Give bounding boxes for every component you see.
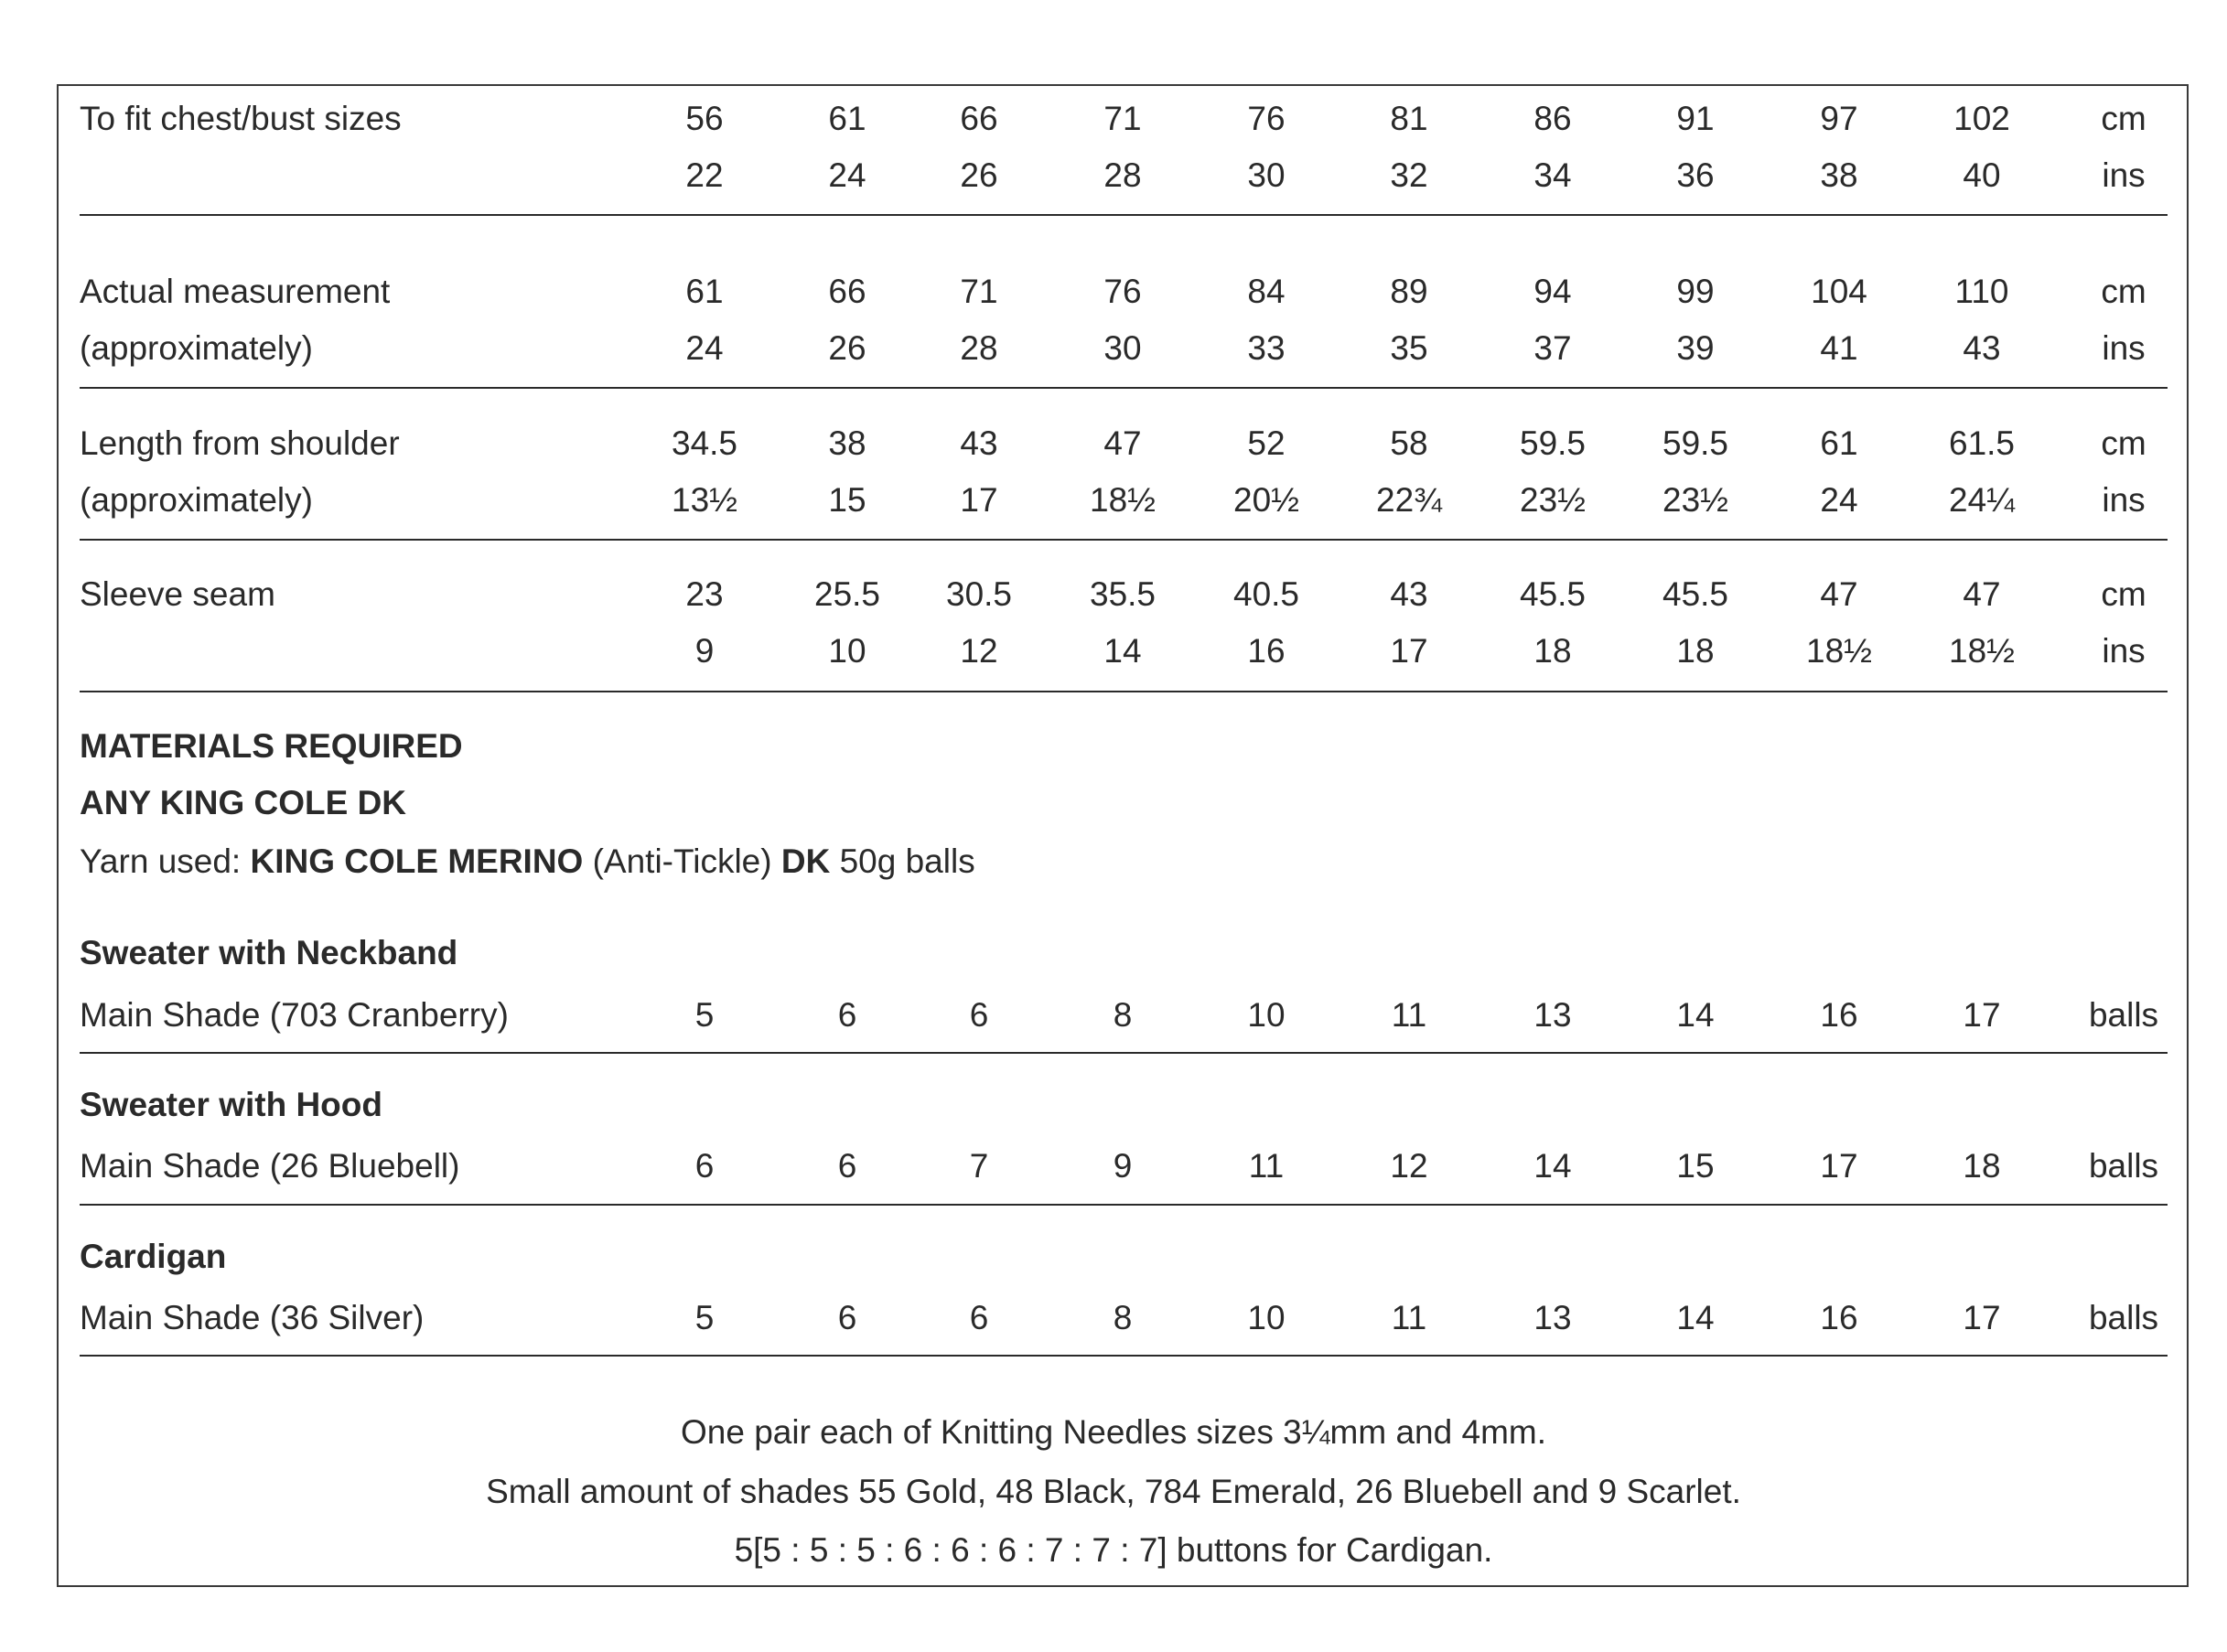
- ins-value: 24: [828, 156, 866, 194]
- ins-value: 43: [1963, 329, 2001, 367]
- cm-value: 40.5: [1232, 575, 1300, 613]
- row-label: Actual measurement: [80, 273, 391, 310]
- unit-cm: cm: [2101, 273, 2146, 310]
- cm-value: 45.5: [1519, 575, 1587, 613]
- balls-value: 17: [1963, 1299, 2001, 1336]
- garment-shade: Main Shade (703 Cranberry): [80, 996, 509, 1034]
- balls-value: 7: [969, 1147, 989, 1185]
- ins-value: 28: [960, 329, 998, 367]
- cm-value: 86: [1533, 100, 1572, 137]
- ins-value: 30: [1103, 329, 1142, 367]
- garment-title: Sweater with Hood: [80, 1086, 382, 1123]
- row-label-sub: (approximately): [80, 481, 313, 519]
- ins-value: 13½: [671, 481, 738, 519]
- cm-value: 56: [685, 100, 724, 137]
- ins-value: 26: [960, 156, 998, 194]
- cm-value: 71: [960, 273, 998, 310]
- cm-value: 43: [1390, 575, 1428, 613]
- balls-value: 14: [1676, 1299, 1715, 1336]
- row-divider: [80, 691, 2168, 692]
- cm-value: 45.5: [1662, 575, 1729, 613]
- cm-value: 104: [1811, 273, 1867, 310]
- cm-value: 38: [828, 424, 866, 462]
- buttons-note: 5[5 : 5 : 5 : 6 : 6 : 6 : 7 : 7 : 7] buttons for Cardigan.: [734, 1531, 1493, 1569]
- materials-subheading: ANY KING COLE DK: [80, 784, 407, 821]
- cm-value: 99: [1676, 273, 1715, 310]
- balls-value: 13: [1533, 1299, 1572, 1336]
- balls-value: 17: [1963, 996, 2001, 1034]
- cm-value: 25.5: [813, 575, 881, 613]
- ins-value: 18½: [1089, 481, 1157, 519]
- ins-value: 24: [685, 329, 724, 367]
- ins-value: 30: [1247, 156, 1286, 194]
- balls-value: 13: [1533, 996, 1572, 1034]
- cm-value: 61: [685, 273, 724, 310]
- ins-value: 18½: [1948, 632, 2016, 670]
- ins-value: 33: [1247, 329, 1286, 367]
- yarn-brand: KING COLE MERINO: [250, 842, 584, 880]
- garment-title: Cardigan: [80, 1238, 227, 1275]
- ins-value: 23½: [1519, 481, 1587, 519]
- ins-value: 34: [1533, 156, 1572, 194]
- row-divider: [80, 214, 2168, 216]
- ins-value: 37: [1533, 329, 1572, 367]
- ins-value: 41: [1820, 329, 1858, 367]
- row-label: Length from shoulder: [80, 424, 400, 462]
- cm-value: 35.5: [1089, 575, 1157, 613]
- balls-value: 17: [1820, 1147, 1858, 1185]
- garment-shade: Main Shade (26 Bluebell): [80, 1147, 460, 1185]
- row-divider: [80, 387, 2168, 389]
- cm-value: 30.5: [945, 575, 1013, 613]
- cm-value: 58: [1390, 424, 1428, 462]
- ins-value: 9: [694, 632, 715, 670]
- cm-value: 61: [828, 100, 866, 137]
- ins-value: 15: [828, 481, 866, 519]
- balls-value: 5: [694, 996, 715, 1034]
- balls-value: 12: [1390, 1147, 1428, 1185]
- cm-value: 94: [1533, 273, 1572, 310]
- balls-value: 14: [1533, 1147, 1572, 1185]
- cm-value: 52: [1247, 424, 1286, 462]
- balls-value: 6: [969, 1299, 989, 1336]
- cm-value: 47: [1820, 575, 1858, 613]
- unit-ins: ins: [2102, 481, 2146, 519]
- cm-value: 23: [685, 575, 724, 613]
- cm-value: 89: [1390, 273, 1428, 310]
- unit-ins: ins: [2102, 156, 2146, 194]
- balls-value: 5: [694, 1299, 715, 1336]
- unit-ins: ins: [2102, 632, 2146, 670]
- ins-value: 24: [1820, 481, 1858, 519]
- row-label: To fit chest/bust sizes: [80, 100, 402, 137]
- balls-value: 11: [1391, 1299, 1427, 1336]
- balls-value: 6: [837, 1147, 857, 1185]
- garment-shade: Main Shade (36 Silver): [80, 1299, 425, 1336]
- ins-value: 28: [1103, 156, 1142, 194]
- balls-value: 15: [1676, 1147, 1715, 1185]
- yarn-prefix: Yarn used:: [80, 842, 251, 880]
- shades-note: Small amount of shades 55 Gold, 48 Black, 784 Emerald, 26 Bluebell and 9 Scarlet.: [486, 1473, 1741, 1510]
- balls-value: 6: [837, 996, 857, 1034]
- cm-value: 84: [1247, 273, 1286, 310]
- balls-value: 8: [1113, 996, 1133, 1034]
- cm-value: 97: [1820, 100, 1858, 137]
- balls-value: 9: [1113, 1147, 1133, 1185]
- cm-value: 76: [1247, 100, 1286, 137]
- row-label-sub: (approximately): [80, 329, 313, 367]
- ins-value: 20½: [1232, 481, 1300, 519]
- ins-value: 18: [1676, 632, 1715, 670]
- ins-value: 26: [828, 329, 866, 367]
- cm-value: 91: [1676, 100, 1715, 137]
- unit-cm: cm: [2101, 575, 2146, 613]
- yarn-dk: DK: [780, 842, 831, 880]
- cm-value: 61: [1820, 424, 1858, 462]
- balls-value: 8: [1113, 1299, 1133, 1336]
- ins-value: 18: [1533, 632, 1572, 670]
- materials-heading: MATERIALS REQUIRED: [80, 727, 463, 765]
- cm-value: 34.5: [671, 424, 738, 462]
- yarn-mid: (Anti-Tickle): [583, 842, 781, 880]
- cm-value: 76: [1103, 273, 1142, 310]
- cm-value: 59.5: [1519, 424, 1587, 462]
- ins-value: 12: [960, 632, 998, 670]
- unit-cm: cm: [2101, 424, 2146, 462]
- cm-value: 71: [1103, 100, 1142, 137]
- ins-value: 14: [1103, 632, 1142, 670]
- ins-value: 10: [828, 632, 866, 670]
- row-divider: [80, 1355, 2168, 1357]
- ins-value: 22¾: [1375, 481, 1443, 519]
- ins-value: 23½: [1662, 481, 1729, 519]
- ins-value: 16: [1247, 632, 1286, 670]
- balls-value: 10: [1247, 1299, 1286, 1336]
- cm-value: 66: [828, 273, 866, 310]
- balls-value: 6: [837, 1299, 857, 1336]
- cm-value: 61.5: [1948, 424, 2016, 462]
- cm-value: 47: [1103, 424, 1142, 462]
- ins-value: 35: [1390, 329, 1428, 367]
- ins-value: 22: [685, 156, 724, 194]
- cm-value: 66: [960, 100, 998, 137]
- cm-value: 81: [1390, 100, 1428, 137]
- balls-value: 18: [1963, 1147, 2001, 1185]
- ins-value: 17: [960, 481, 998, 519]
- row-label: Sleeve seam: [80, 575, 275, 613]
- yarn-suffix: 50g balls: [830, 842, 975, 880]
- ins-value: 39: [1676, 329, 1715, 367]
- unit-balls: balls: [2088, 1147, 2159, 1185]
- row-divider: [80, 1052, 2168, 1054]
- ins-value: 36: [1676, 156, 1715, 194]
- unit-balls: balls: [2088, 1299, 2159, 1336]
- ins-value: 32: [1390, 156, 1428, 194]
- ins-value: 17: [1390, 632, 1428, 670]
- balls-value: 11: [1391, 996, 1427, 1034]
- unit-balls: balls: [2088, 996, 2159, 1034]
- yarn-used-line: [80, 842, 975, 882]
- unit-cm: cm: [2101, 100, 2146, 137]
- cm-value: 102: [1953, 100, 2010, 137]
- cm-value: 110: [1954, 273, 2009, 310]
- balls-value: 14: [1676, 996, 1715, 1034]
- balls-value: 11: [1248, 1147, 1285, 1185]
- balls-value: 16: [1820, 996, 1858, 1034]
- ins-value: 24¼: [1948, 481, 2016, 519]
- cm-value: 47: [1963, 575, 2001, 613]
- balls-value: 6: [694, 1147, 715, 1185]
- balls-value: 6: [969, 996, 989, 1034]
- ins-value: 40: [1963, 156, 2001, 194]
- unit-ins: ins: [2102, 329, 2146, 367]
- ins-value: 38: [1820, 156, 1858, 194]
- balls-value: 10: [1247, 996, 1286, 1034]
- cm-value: 59.5: [1662, 424, 1729, 462]
- row-divider: [80, 539, 2168, 541]
- garment-title: Sweater with Neckband: [80, 934, 458, 971]
- row-divider: [80, 1204, 2168, 1206]
- needles-note: One pair each of Knitting Needles sizes 3¼mm and 4mm.: [680, 1413, 1546, 1451]
- balls-value: 16: [1820, 1299, 1858, 1336]
- cm-value: 43: [960, 424, 998, 462]
- ins-value: 18½: [1805, 632, 1873, 670]
